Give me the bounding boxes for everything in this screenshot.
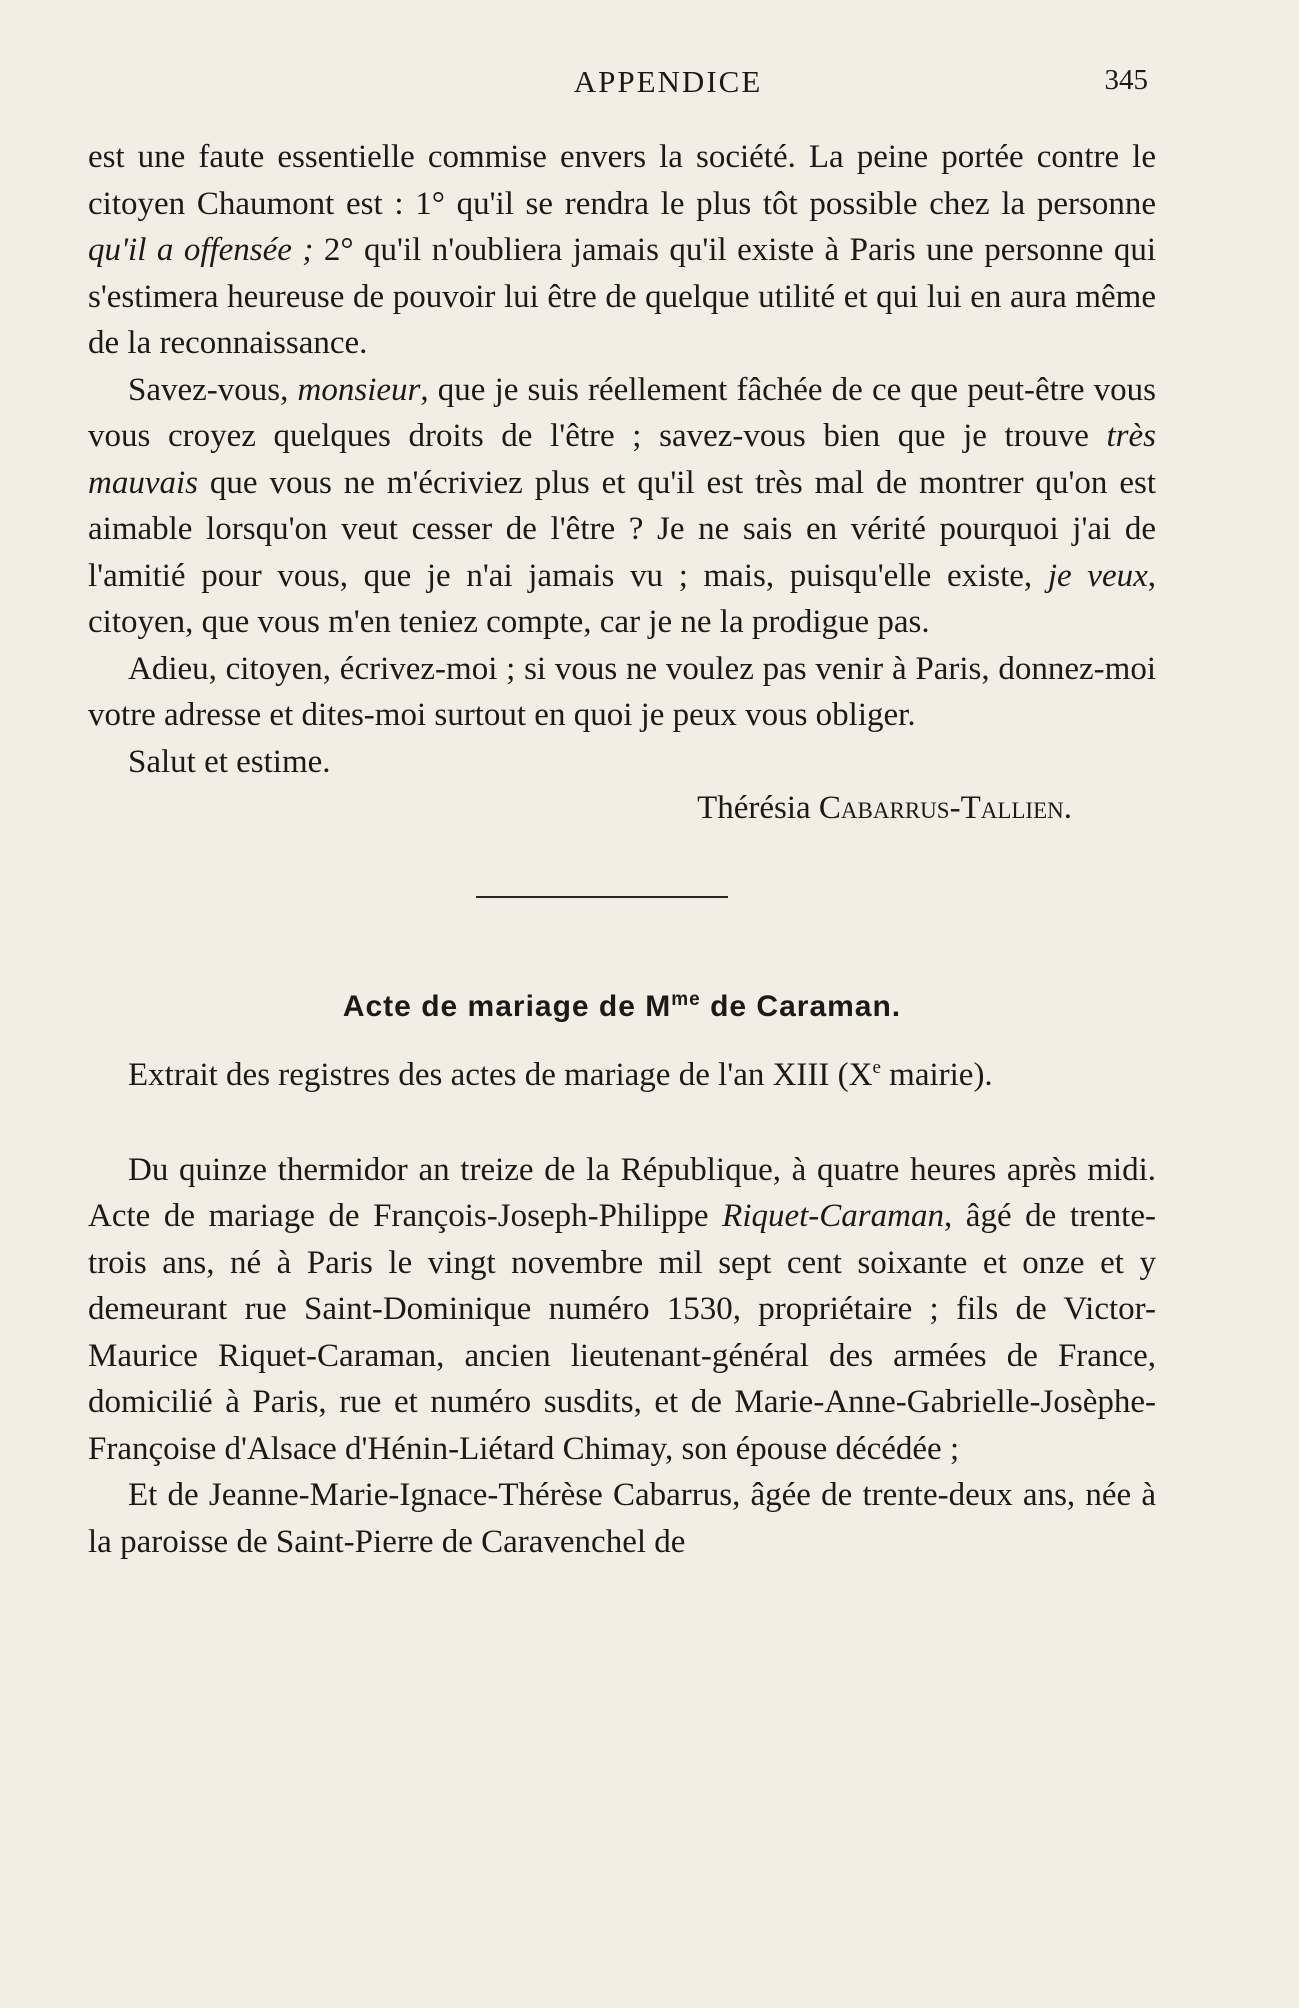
page-number: 345 (1104, 64, 1148, 96)
page-header (88, 64, 1148, 114)
letter-paragraph-1: est une faute essentielle commise envers la société. La peine portée contre le citoyen Chaumont est : 1° qu'il se rendra le plus tôt possible chez la personne qu'il a offensée ; 2° qu'il n'oubliera jamais qu'il existe à Paris une personne qui s'estimera heureuse de pouvoir lui être de quelque utilité et qui lui en aura même de la reconnaissance. (88, 139, 1156, 361)
section-title: Acte de mariage de $M^{me}$ de Caraman. (342, 988, 902, 1023)
spacer (88, 1099, 1156, 1147)
emphasis: très mauvais (88, 418, 1156, 501)
letter-paragraph-3: Adieu, citoyen, écrivez-moi ; si vous ne voulez pas venir à Paris, donnez-moi votre adresse et dites-moi surtout en quoi je peux vous obliger. (88, 650, 1156, 733)
letter-paragraph-2: Savez-vous, monsieur, que je suis réellement fâchée de ce que peut-être vous vous croyez quelques droits de l'être ; savez-vous bien que je trouve très mauvais que vous ne m'écriviez plus et qu'il est très mal de montrer qu'on est aimable lorsqu'on veut cesser de l'être ? Je ne sais en vérité pourquoi j'ai de l'amitié pour vous, que je n'ai jamais vu ; mais, puisqu'elle existe, je veux, citoyen, que vous m'en teniez compte, car je ne la prodigue pas. (88, 371, 1156, 640)
emphasis: qu'il a offensée ; (88, 232, 314, 268)
emphasis: monsieur (297, 371, 421, 408)
act-paragraph-2: Et de Jeanne-Marie-Ignace-Thérèse Cabarrus, âgée de trente-deux ans, née à la paroisse de Saint-Pierre de Caravenchel de (88, 1477, 1156, 1560)
running-title: APPENDICE (573, 64, 763, 99)
extract-note: Extrait des registres des actes de mariage de l'an XIII (Xe mairie). (128, 1057, 993, 1093)
letter-signature: Thérésia Cabarrus-Tallien. (697, 790, 1072, 826)
act-paragraph-1: Du quinze thermidor an treize de la République, à quatre heures après midi. Acte de mariage de François-Joseph-Philippe Riquet-Caraman, âgé de trente-trois ans, né à Paris le vingt novembre mil sept cent soixante et onze et y demeurant rue Saint-Dominique numéro 1530, propriétaire ; fils de Victor-Maurice Riquet-Caraman, ancien lieutenant-général des armées de France, domicilié à Paris, rue et numéro susdits, et de Marie-Anne-Gabrielle-Josèphe-Françoise d'Alsace d'Hénin-Liétard Chimay, son épouse décédée ; (88, 1151, 1156, 1467)
section-divider (476, 896, 728, 898)
letter-closing: Salut et estime. (128, 743, 331, 780)
page-body (88, 134, 1156, 1565)
emphasis: je veux (1047, 557, 1148, 594)
emphasis: Riquet-Caraman (722, 1198, 944, 1234)
